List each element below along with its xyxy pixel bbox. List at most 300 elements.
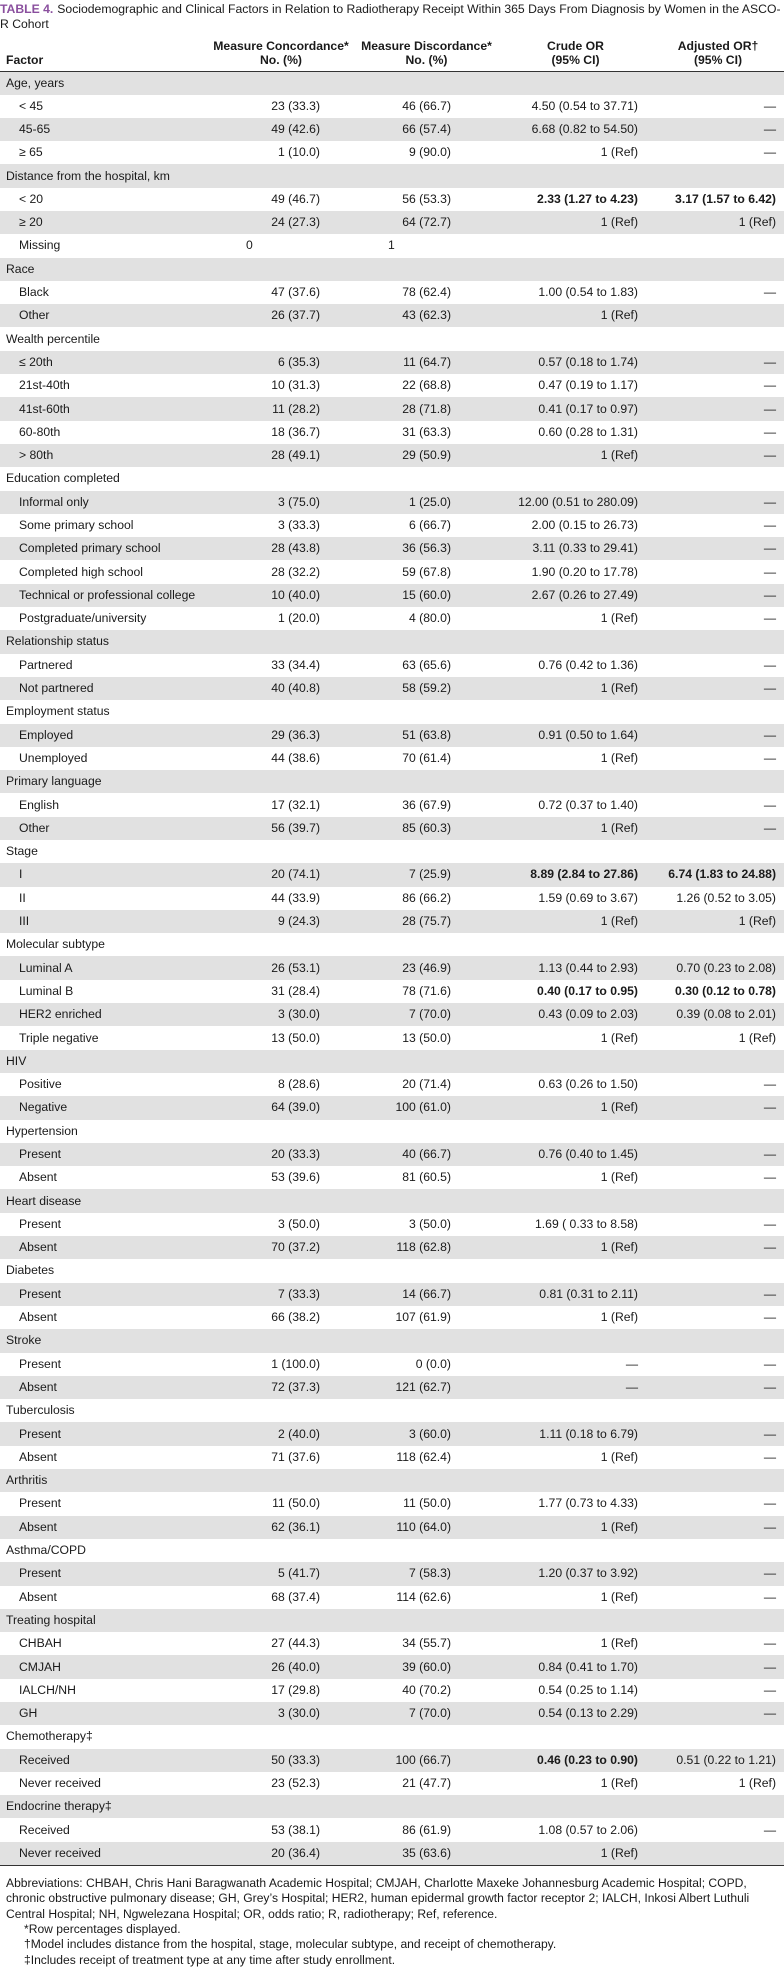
adjusted-or-cell [652,1399,784,1422]
factor-cell: IALCH/NH [19,1682,76,1697]
crude-or-cell: 1 (Ref) [499,910,652,933]
factor-cell: Black [19,285,49,300]
discordance-cell: 36 (56.3) [354,537,499,560]
crude-or-cell: 1 (Ref) [499,444,652,467]
adjusted-or-cell: — [763,1216,776,1231]
factor-cell: Triple negative [19,1030,99,1045]
table-row [0,817,784,840]
factor-cell: Unemployed [19,750,88,765]
crude-or-cell: 1 (Ref) [600,1030,638,1045]
group-header-row [0,1539,784,1562]
adjusted-or-cell [652,1725,784,1748]
crude-or-cell: 1.59 (0.69 to 3.67) [538,890,638,905]
concordance-cell: 49 (46.7) [271,191,320,206]
footnote-abbreviations: Abbreviations: CHBAH, Chris Hani Baragwanath Academic Hospital; CMJAH, Charlotte Maxeke Johannesburg Academic Hospital; COPD, chronic obstructive pulmonary disease; GH, Grey’s Hospital; HER2, human epidermal growth factor receptor 2; IALCH, Inkosi Albert Luthuli Central Hospital; NH, Ngwelezana Hospital; OR, odds ratio; R, radiotherapy; Ref, reference. [6,1875,750,1921]
discordance-cell [354,1469,499,1492]
factor-cell: > 80th [0,444,208,467]
adjusted-or-cell [652,1329,784,1352]
crude-or-cell: 1 (Ref) [499,1096,652,1119]
discordance-cell [354,1120,499,1143]
concordance-cell: 23 (52.3) [271,1776,320,1791]
concordance-cell: 3 (33.3) [277,517,320,532]
factor-cell: Present [19,1356,62,1371]
group-header-row [0,1469,784,1492]
group-header-row [0,770,784,793]
adjusted-or-cell [652,840,784,863]
factor-cell: Present [19,1216,62,1231]
discordance-cell: 40 (70.2) [402,1682,451,1697]
discordance-cell: 56 (53.3) [402,191,451,206]
adjusted-or-cell: 1 (Ref) [652,910,784,933]
adjusted-or-cell [652,770,784,793]
discordance-cell: 23 (46.9) [354,956,499,979]
concordance-cell: 47 (37.6) [271,285,320,300]
adjusted-or-cell [652,933,784,956]
adjusted-or-cell [652,1842,784,1866]
crude-or-cell: 0.76 (0.42 to 1.36) [538,657,638,672]
table-row [0,1096,784,1119]
group-header-row [0,1259,784,1282]
discordance-cell [354,840,499,863]
adjusted-or-cell: — [652,1376,784,1399]
concordance-cell [208,840,354,863]
adjusted-or-cell: 0.30 (0.12 to 0.78) [675,983,776,998]
discordance-cell [354,1050,499,1073]
factor-cell: Stroke [0,1329,208,1352]
adjusted-or-cell: 0.51 (0.22 to 1.21) [652,1749,784,1772]
discordance-cell: 29 (50.9) [354,444,499,467]
discordance-cell [354,258,499,281]
factor-cell: 45-65 [0,118,208,141]
discordance-cell: 70 (61.4) [402,750,451,765]
concordance-cell: 24 (27.3) [208,211,354,234]
crude-or-cell: — [625,1356,638,1371]
table-row [0,537,784,560]
adjusted-or-cell [652,234,784,257]
concordance-cell [208,164,354,187]
crude-or-cell: 1 (Ref) [499,1516,652,1539]
adjusted-or-cell [652,700,784,723]
crude-or-cell: 2.33 (1.27 to 4.23) [537,191,638,206]
factor-cell: Treating hospital [0,1609,208,1632]
discordance-cell [354,770,499,793]
discordance-cell [354,1539,499,1562]
crude-or-cell: 0.63 (0.26 to 1.50) [538,1077,638,1092]
table-label: TABLE 4. [0,2,54,16]
factor-cell: Absent [19,1170,57,1185]
table-row [0,304,784,327]
table-row [0,1842,784,1866]
adjusted-or-cell: — [652,1236,784,1259]
table-row [0,677,784,700]
concordance-cell [208,933,354,956]
footnote-dagger: †Model includes distance from the hospital, stage, molecular subtype, and receipt of chemotherapy. [24,1937,557,1952]
factor-cell: HER2 enriched [0,1003,208,1026]
table-row [0,514,784,537]
data-table [0,31,784,1866]
discordance-cell: 7 (58.3) [354,1562,499,1585]
concordance-cell: 2 (40.0) [208,1422,354,1445]
discordance-cell: 100 (66.7) [354,1749,499,1772]
crude-or-cell [499,71,652,95]
table-row [0,1003,784,1026]
concordance-cell: 68 (37.4) [271,1589,320,1604]
crude-or-cell: 1 (Ref) [600,611,638,626]
concordance-cell: 3 (50.0) [277,1216,320,1231]
table-row [0,1213,784,1236]
group-header-row [0,258,784,281]
concordance-cell: 13 (50.0) [271,1030,320,1045]
crude-or-cell [499,933,652,956]
group-header-row [0,1050,784,1073]
concordance-cell [208,1539,354,1562]
adjusted-or-cell: — [763,378,776,393]
adjusted-or-cell: — [652,1562,784,1585]
adjusted-or-cell: — [763,517,776,532]
adjusted-or-cell: — [763,1496,776,1511]
discordance-cell: 9 (90.0) [408,145,451,160]
concordance-cell: 26 (40.0) [208,1655,354,1678]
factor-cell: Present [0,1143,208,1166]
concordance-cell: 33 (34.4) [271,657,320,672]
table-row [0,1422,784,1445]
factor-cell: Tuberculosis [6,1403,75,1418]
factor-cell: Received [19,1822,70,1837]
concordance-cell: 28 (43.8) [208,537,354,560]
group-header-row [0,327,784,350]
discordance-cell [354,933,499,956]
crude-or-cell: 12.00 (0.51 to 280.09) [499,491,652,514]
group-header-row [0,1399,784,1422]
adjusted-or-cell: — [652,817,784,840]
discordance-cell: 35 (63.6) [354,1842,499,1866]
table-row [0,654,784,677]
footnote-star: *Row percentages displayed. [24,1921,181,1936]
discordance-cell [354,1725,499,1748]
factor-cell: English [19,797,59,812]
crude-or-cell [499,1795,652,1818]
concordance-cell: 5 (41.7) [208,1562,354,1585]
factor-cell: Hypertension [6,1123,78,1138]
concordance-cell: 70 (37.2) [208,1236,354,1259]
crude-or-cell [499,1050,652,1073]
discordance-cell: 100 (61.0) [354,1096,499,1119]
factor-cell: Primary language [0,770,208,793]
table-row [0,211,784,234]
discordance-cell: 86 (61.9) [402,1822,451,1837]
table-row [0,793,784,816]
adjusted-or-cell: — [763,564,776,579]
concordance-cell: 0 [246,238,253,253]
table-row [0,281,784,304]
adjusted-or-cell [652,1189,784,1212]
factor-cell: 60-80th [19,424,61,439]
factor-cell: Present [0,1422,208,1445]
adjusted-or-cell: — [763,285,776,300]
concordance-cell: 23 (33.3) [271,98,320,113]
table-row [0,863,784,886]
table-row [0,560,784,583]
table-row [0,1446,784,1469]
concordance-cell [208,1469,354,1492]
concordance-cell: 10 (31.3) [271,378,320,393]
crude-or-cell: 8.89 (2.84 to 27.86) [499,863,652,886]
factor-cell: CMJAH [0,1655,208,1678]
crude-or-cell [499,164,652,187]
adjusted-or-cell: — [763,750,776,765]
header-crude-or: Crude OR (95% CI) [499,31,652,71]
footnotes [0,1866,784,1968]
adjusted-or-cell: 1.26 (0.52 to 3.05) [676,890,776,905]
table-row [0,1632,784,1655]
adjusted-or-cell [652,258,784,281]
adjusted-or-cell: — [652,1702,784,1725]
crude-or-cell: 1.00 (0.54 to 1.83) [538,285,638,300]
table-row [0,584,784,607]
discordance-cell [354,1795,499,1818]
discordance-cell: 64 (72.7) [354,211,499,234]
crude-or-cell [499,1189,652,1212]
crude-or-cell: 1 (Ref) [600,1449,638,1464]
concordance-cell [208,1795,354,1818]
adjusted-or-cell: — [652,1516,784,1539]
adjusted-or-cell: — [763,1822,776,1837]
adjusted-or-cell: — [652,118,784,141]
crude-or-cell: 1 (Ref) [499,1842,652,1866]
crude-or-cell: 0.76 (0.40 to 1.45) [499,1143,652,1166]
table-row [0,95,784,118]
table-row [0,1772,784,1795]
concordance-cell: 28 (49.1) [208,444,354,467]
factor-cell: Postgraduate/university [19,611,147,626]
concordance-cell [208,700,354,723]
crude-or-cell [499,467,652,490]
adjusted-or-cell: — [652,444,784,467]
concordance-cell: 1 (20.0) [277,611,320,626]
factor-cell: ≥ 20 [0,211,208,234]
discordance-cell: 28 (75.7) [354,910,499,933]
factor-cell: Not partnered [0,677,208,700]
concordance-cell: 9 (24.3) [208,910,354,933]
table-row [0,910,784,933]
adjusted-or-cell: — [652,1422,784,1445]
crude-or-cell: 1.13 (0.44 to 2.93) [499,956,652,979]
factor-cell: Never received [0,1842,208,1866]
table-row [0,1166,784,1189]
group-header-row [0,71,784,95]
crude-or-cell [499,1329,652,1352]
discordance-cell: 11 (50.0) [403,1496,451,1511]
adjusted-or-cell: — [652,351,784,374]
table-row [0,956,784,979]
discordance-cell: 78 (62.4) [402,285,451,300]
concordance-cell: 18 (36.7) [271,424,320,439]
crude-or-cell: 1.08 (0.57 to 2.06) [538,1822,638,1837]
concordance-cell: 27 (44.3) [271,1636,320,1651]
crude-or-cell: — [499,1376,652,1399]
crude-or-cell: 0.81 (0.31 to 2.11) [499,1283,652,1306]
discordance-cell: 86 (66.2) [402,890,451,905]
crude-or-cell: 0.60 (0.28 to 1.31) [538,424,638,439]
factor-cell: Luminal B [19,983,74,998]
discordance-cell: 39 (60.0) [354,1655,499,1678]
concordance-cell [208,1050,354,1073]
discordance-cell: 63 (65.6) [402,657,451,672]
adjusted-or-cell: — [652,584,784,607]
crude-or-cell: 1.11 (0.18 to 6.79) [499,1422,652,1445]
concordance-cell: 3 (30.0) [208,1702,354,1725]
crude-or-cell: 2.67 (0.26 to 27.49) [499,584,652,607]
concordance-cell: 53 (39.6) [271,1170,320,1185]
discordance-cell: 15 (60.0) [354,584,499,607]
concordance-cell: 6 (35.3) [208,351,354,374]
concordance-cell [208,1609,354,1632]
crude-or-cell: 0.41 (0.17 to 0.97) [499,397,652,420]
discordance-cell: 1 (25.0) [354,491,499,514]
adjusted-or-cell [652,1259,784,1282]
table-row [0,444,784,467]
concordance-cell: 11 (50.0) [272,1496,320,1511]
factor-cell: 21st-40th [19,378,70,393]
group-header-row [0,1725,784,1748]
table-row [0,1562,784,1585]
concordance-cell: 3 (30.0) [208,1003,354,1026]
factor-cell: I [0,863,208,886]
crude-or-cell: 1 (Ref) [600,145,638,160]
table-row [0,887,784,910]
concordance-cell: 50 (33.3) [208,1749,354,1772]
crude-or-cell: 0.91 (0.50 to 1.64) [499,724,652,747]
adjusted-or-cell: 6.74 (1.83 to 24.88) [652,863,784,886]
table-row [0,188,784,211]
discordance-cell [354,700,499,723]
group-header-row [0,1795,784,1818]
crude-or-cell [499,1399,652,1422]
concordance-cell: 7 (33.3) [208,1283,354,1306]
discordance-cell: 118 (62.4) [396,1449,451,1464]
concordance-cell [208,258,354,281]
table-row [0,1749,784,1772]
factor-cell: Technical or professional college [0,584,208,607]
concordance-cell: 17 (29.8) [271,1682,320,1697]
discordance-cell [354,1259,499,1282]
discordance-cell: 21 (47.7) [402,1776,451,1791]
factor-cell: Age, years [0,71,208,95]
group-header-row [0,1329,784,1352]
discordance-cell [354,1329,499,1352]
factor-cell: GH [0,1702,208,1725]
adjusted-or-cell: 1 (Ref) [738,1776,776,1791]
factor-cell: Absent [19,1589,57,1604]
discordance-cell [354,1399,499,1422]
discordance-cell: 46 (66.7) [402,98,451,113]
adjusted-or-cell [652,1795,784,1818]
adjusted-or-cell: — [652,677,784,700]
factor-cell: Missing [19,238,61,253]
concordance-cell: 11 (28.2) [208,397,354,420]
table-row [0,118,784,141]
crude-or-cell: 1 (Ref) [499,817,652,840]
adjusted-or-cell: — [763,1449,776,1464]
adjusted-or-cell: — [652,537,784,560]
factor-cell: III [0,910,208,933]
footnote-double-dagger: ‡Includes receipt of treatment type at any time after study enrollment. [24,1952,396,1967]
factor-cell: Other [0,817,208,840]
factor-cell: Endocrine therapy‡ [0,1795,208,1818]
adjusted-or-cell: — [652,491,784,514]
discordance-cell [354,71,499,95]
adjusted-or-cell: 1 (Ref) [652,211,784,234]
table-row [0,607,784,630]
factor-cell: II [19,890,26,905]
factor-cell: ≤ 20th [0,351,208,374]
discordance-cell: 0 (0.0) [415,1356,451,1371]
table-caption [0,0,784,31]
discordance-cell: 118 (62.8) [354,1236,499,1259]
discordance-cell [354,467,499,490]
concordance-cell: 31 (28.4) [271,983,320,998]
concordance-cell: 26 (37.7) [208,304,354,327]
concordance-cell [208,327,354,350]
factor-cell: Absent [19,1310,57,1325]
concordance-cell: 53 (38.1) [271,1822,320,1837]
concordance-cell: 44 (38.6) [271,750,320,765]
crude-or-cell: 1 (Ref) [600,1170,638,1185]
crude-or-cell: 2.00 (0.15 to 26.73) [531,517,638,532]
crude-or-cell: 0.43 (0.09 to 2.03) [499,1003,652,1026]
factor-cell: HIV [0,1050,208,1073]
crude-or-cell: 1 (Ref) [600,1310,638,1325]
factor-cell: Absent [19,1449,57,1464]
adjusted-or-cell [652,467,784,490]
adjusted-or-cell: — [763,1310,776,1325]
discordance-cell: 31 (63.3) [402,424,451,439]
factor-cell: Present [19,1496,62,1511]
concordance-cell: 64 (39.0) [208,1096,354,1119]
factor-cell: Molecular subtype [6,937,105,952]
table-row [0,1679,784,1702]
adjusted-or-cell [652,1609,784,1632]
concordance-cell: 44 (33.9) [271,890,320,905]
concordance-cell: 8 (28.6) [277,1077,320,1092]
adjusted-or-cell: 1 (Ref) [738,1030,776,1045]
crude-or-cell [499,1609,652,1632]
adjusted-or-cell: — [763,1589,776,1604]
crude-or-cell [499,1120,652,1143]
table-row [0,1306,784,1329]
table-row [0,1702,784,1725]
header-adjusted-or: Adjusted OR† (95% CI) [652,31,784,71]
discordance-cell: 51 (63.8) [354,724,499,747]
crude-or-cell [499,1469,652,1492]
factor-cell: Diabetes [6,1263,55,1278]
concordance-cell [208,1399,354,1422]
adjusted-or-cell: — [763,1356,776,1371]
concordance-cell: 66 (38.2) [271,1310,320,1325]
table-row [0,1353,784,1376]
adjusted-or-cell: 0.70 (0.23 to 2.08) [652,956,784,979]
concordance-cell: 20 (36.4) [208,1842,354,1866]
concordance-cell [208,770,354,793]
concordance-cell [208,71,354,95]
factor-cell: Luminal A [0,956,208,979]
table-row [0,374,784,397]
factor-cell: Employment status [6,704,110,719]
factor-cell: Some primary school [19,517,134,532]
factor-cell: Chemotherapy‡ [6,1729,93,1744]
discordance-cell: 3 (60.0) [354,1422,499,1445]
concordance-cell [208,1120,354,1143]
